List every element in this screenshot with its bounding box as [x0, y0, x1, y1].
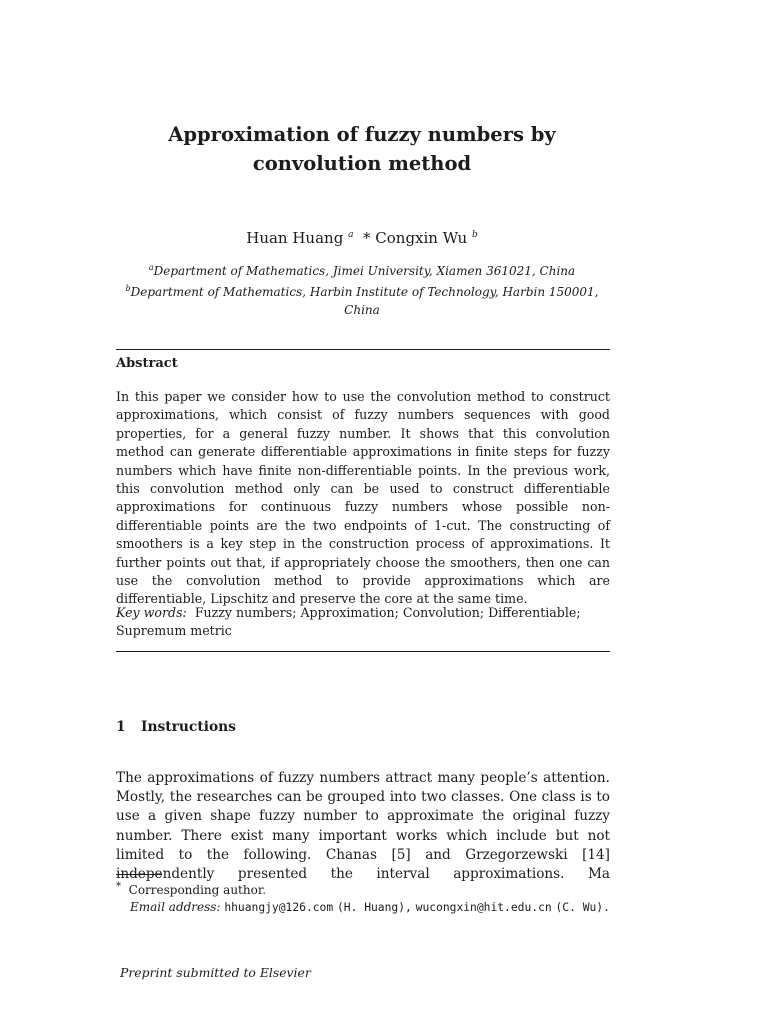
author-name: Huan Huang	[246, 229, 344, 247]
abstract-heading: Abstract	[116, 356, 178, 371]
affiliations	[114, 259, 610, 319]
footnote-line-2	[116, 899, 610, 916]
author-name: Congxin Wu	[375, 229, 468, 247]
affiliation-mark: a	[348, 230, 354, 240]
abstract-bottom-rule	[116, 651, 610, 652]
section-number: 1	[116, 719, 126, 735]
affiliation-mark: b	[125, 284, 131, 293]
paper-title	[114, 120, 610, 178]
abstract-top-rule	[116, 349, 610, 350]
keywords	[116, 604, 610, 641]
affiliation-a	[114, 259, 610, 280]
corresponding-mark: *	[363, 229, 371, 247]
title-line-2: convolution method	[252, 152, 472, 175]
footnote-line-1	[116, 878, 610, 899]
author-list	[114, 224, 610, 249]
keywords-label: Key words:	[116, 605, 187, 620]
footnote	[116, 878, 610, 916]
section-title: Instructions	[141, 719, 236, 735]
email-owner: (H. Huang),	[336, 901, 412, 914]
title-line-1: Approximation of fuzzy numbers by	[168, 123, 556, 146]
affiliation-text: Department of Mathematics, Harbin Institute of Technology, Harbin 150001,	[130, 285, 599, 299]
intro-paragraph: The approximations of fuzzy numbers attract many people’s attention. Mostly, the researches can be grouped into two classes. One class is to use a given shape fuzzy number to approximate the original fuzzy number. There exist many important works which include but not limited to the following. Chanas [5] and Grzegorzewski [14] independently presented the interval approximations. Ma	[116, 770, 610, 883]
keywords-text: Fuzzy numbers; Approximation; Convolution; Differentiable; Supremum metric	[116, 605, 581, 639]
footnote-corresponding: Corresponding author.	[128, 883, 267, 897]
email-label: Email address:	[130, 900, 221, 914]
affiliation-text: Department of Mathematics, Jimei University, Xiamen 361021, China	[153, 264, 576, 278]
email-owner: (C. Wu).	[555, 901, 610, 914]
footnote-mark: *	[116, 881, 121, 892]
email-link[interactable]: hhuangjy@126.com	[224, 901, 334, 914]
affiliation-b	[114, 280, 610, 301]
footnote-rule	[116, 874, 162, 875]
affiliation-mark: a	[148, 263, 154, 272]
section-heading	[116, 716, 236, 738]
affiliation-b-continued: China	[344, 303, 380, 317]
preprint-note: Preprint submitted to Elsevier	[120, 965, 311, 980]
affiliation-mark: b	[472, 230, 478, 240]
abstract-text: In this paper we consider how to use the convolution method to construct approximations, which consist of fuzzy numbers sequences with good properties, for a general fuzzy number. It shows that this convolution method can generate differentiable approximations in finite steps for fuzzy numbers which have finite non-differentiable points. In the previous work, this convolution method only can be used to construct differentiable approximations for continuous fuzzy numbers whose possible non-differentiable points are the two endpoints of 1-cut. The constructing of smoothers is a key step in the construction process of approximations. It further points out that, if appropriately choose the smoothers, then one can use the convolution method to provide approximations which are differentiable, Lipschitz and preserve the core at the same time.	[116, 389, 610, 607]
email-link[interactable]: wucongxin@hit.edu.cn	[415, 901, 552, 914]
